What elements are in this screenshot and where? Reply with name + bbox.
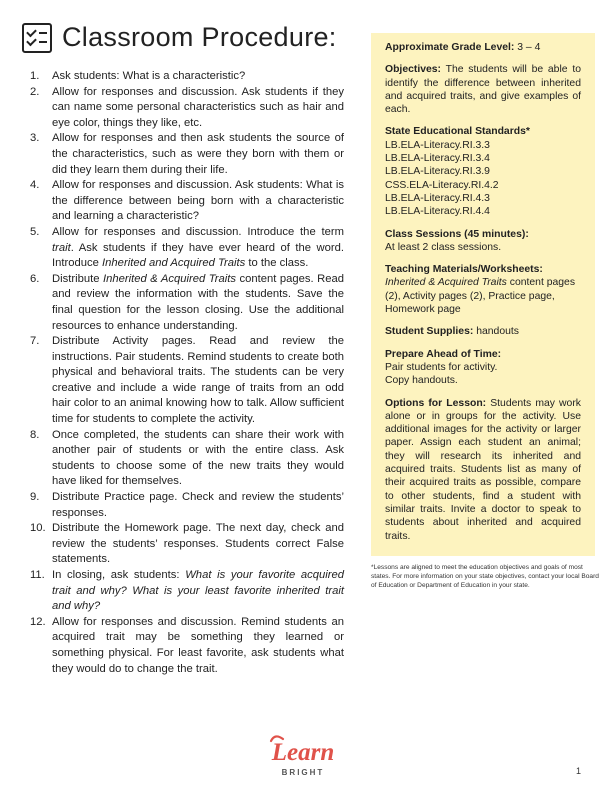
step-text-run: Distribute the Homework page. The next day, check and review the students’ responses. Students correct False statements. [52, 522, 344, 566]
objectives-text: The students will be able to identify the difference between inherited and acquired traits, and give examples of each. [385, 64, 581, 116]
standard-code: LB.ELA-Literacy.RI.3.4 [385, 153, 490, 165]
procedure-step [30, 85, 344, 132]
step-text [52, 225, 344, 272]
step-number: 2. [30, 85, 40, 98]
sessions-text: At least 2 class sessions. [385, 241, 502, 253]
step-number: 3. [30, 132, 40, 145]
step-number: 7. [30, 335, 40, 348]
step-number: 5. [30, 225, 40, 238]
standard-code: LB.ELA-Literacy.RI.3.3 [385, 139, 490, 151]
step-text [52, 521, 344, 568]
procedure-step [30, 225, 344, 272]
step-text [52, 490, 344, 521]
step-text [52, 131, 344, 178]
step-text-run: Allow for responses and discussion. Introduce the term [52, 225, 344, 238]
procedure-step [30, 428, 344, 490]
standard-code: LB.ELA-Literacy.RI.3.9 [385, 166, 490, 178]
header [22, 22, 337, 53]
step-number: 9. [30, 491, 40, 504]
step-number: 1. [30, 70, 40, 82]
step-text-run: Allow for responses and then ask students the source of the characteristics, such as were they born with them or did they learn them during their life. [52, 132, 344, 176]
step-text [52, 428, 344, 490]
procedure-list [30, 69, 344, 677]
step-text [52, 615, 344, 677]
logo-subword: BRIGHT [281, 768, 325, 777]
page-number: 1 [576, 766, 582, 776]
options-label: Options for Lesson: [385, 397, 487, 409]
step-number: 4. [30, 179, 40, 192]
procedure-step [30, 568, 344, 615]
materials-text: content pages (2), Activity pages (2), Practice page, Homework page [385, 277, 576, 316]
procedure-step [30, 490, 344, 521]
step-text [52, 178, 344, 225]
step-text-run: Allow for responses and discussion. Ask students if they can name some personal characteristics such as hair and eye color, things they like, etc. [52, 85, 344, 129]
step-text-run: Allow for responses and discussion. Remind students an acquired trait may be something they learned or something physical. For least favorite, ask students what they would do to change the trait. [52, 615, 344, 675]
procedure-step [30, 69, 344, 85]
standard-code: CSS.ELA-Literacy.RI.4.2 [385, 179, 499, 191]
class-sessions [385, 228, 581, 255]
prepare-item: Pair students for activity. [385, 361, 498, 373]
grade-level-value: 3 – 4 [514, 42, 541, 53]
step-number: 12. [30, 615, 46, 628]
step-number: 8. [30, 428, 40, 441]
objectives-label: Objectives: [385, 64, 442, 76]
prepare-ahead [385, 348, 581, 388]
teaching-materials [385, 263, 581, 316]
grade-level-label: Approximate Grade Level: [385, 42, 515, 53]
grade-level [385, 41, 581, 54]
step-text-run: content pages. Read and review the information with the students. Save the final question for the lesson closing. Use the additional resources to enhance understanding. [52, 272, 345, 332]
step-text-run: Distribute Activity pages. Read and review the instructions. Pair students. Remind students to create both physical and behavioral traits. The students can be very creative and include a wide range of traits from an odd hair color to an animal knowing how to talk. Allow sufficient time for students to complete the activity. [52, 335, 344, 426]
step-text-italic: Inherited & Acquired Traits [103, 272, 236, 285]
page-title: Classroom Procedure: [62, 22, 337, 52]
supplies-label: Student Supplies: [385, 326, 474, 338]
supplies-text: handouts [473, 326, 519, 338]
logo-word: Learn [271, 739, 335, 766]
step-text-run: Once completed, the students can share their work with another pair of students or with the entire class. Ask students to choose some of the new traits they would have liked for themselves. [52, 428, 344, 488]
student-supplies [385, 325, 581, 338]
step-text [52, 85, 344, 132]
procedure-step [30, 521, 344, 568]
objectives [385, 63, 581, 116]
step-text-italic: Inherited and Acquired Traits [102, 257, 246, 270]
step-text-run: Distribute Practice page. Check and review the students’ responses. [52, 491, 344, 519]
materials-italic: Inherited & Acquired Traits [385, 277, 507, 289]
standards-footnote: *Lessons are aligned to meet the education objectives and goals of most states. For more information on your state objectives, contact your local Board of Education or Department of Education in your state. [371, 564, 599, 589]
step-text-run: Ask students: What is a characteristic? [52, 70, 246, 82]
step-text [52, 334, 344, 428]
step-text-run: . Ask students if they have ever heard of the word. Introduce [52, 241, 344, 270]
step-text [52, 69, 344, 85]
options-text: Students may work alone or in groups for the activity. Use additional images for the activity or larger paper. Assign each student an animal; they will research its inherited and acquired traits. Students list as many of their acquired traits as possible, compare to other students, find a student with similar traits. Invite a doctor to speak to students about inherited and acquired traits. [385, 397, 581, 542]
step-text-italic: trait [52, 241, 71, 254]
step-text-italic: What is your favorite acquired trait and why? What is your least favorite inherited trait and why? [52, 569, 344, 613]
lesson-options [385, 397, 581, 543]
standard-code: LB.ELA-Literacy.RI.4.3 [385, 192, 490, 204]
prepare-label: Prepare Ahead of Time: [385, 348, 502, 360]
step-text-run: Distribute [52, 272, 103, 285]
standards-label: State Educational Standards* [385, 126, 530, 138]
prepare-item: Copy handouts. [385, 375, 458, 387]
learn-bright-logo [253, 731, 353, 781]
procedure-step [30, 178, 344, 225]
step-text-run: Allow for responses and discussion. Ask students: What is the difference between being born with a characteristic and learning a characteristic? [52, 179, 344, 223]
step-text-run: In closing, ask students: [52, 569, 186, 581]
procedure-step [30, 334, 344, 428]
lesson-info-panel [371, 33, 595, 556]
standards-list [385, 139, 581, 219]
materials-label: Teaching Materials/Worksheets: [385, 264, 543, 276]
procedure-step [30, 131, 344, 178]
step-text [52, 568, 344, 615]
procedure-step [30, 272, 344, 334]
step-text [52, 272, 344, 334]
step-number: 10. [30, 522, 46, 535]
checklist-icon [22, 23, 52, 53]
standards [385, 125, 581, 218]
step-text-run: to the class. [245, 257, 309, 270]
step-number: 11. [30, 569, 45, 581]
sessions-label: Class Sessions (45 minutes): [385, 228, 529, 240]
step-number: 6. [30, 272, 40, 285]
standard-code: LB.ELA-Literacy.RI.4.4 [385, 206, 490, 218]
procedure-step [30, 615, 344, 677]
